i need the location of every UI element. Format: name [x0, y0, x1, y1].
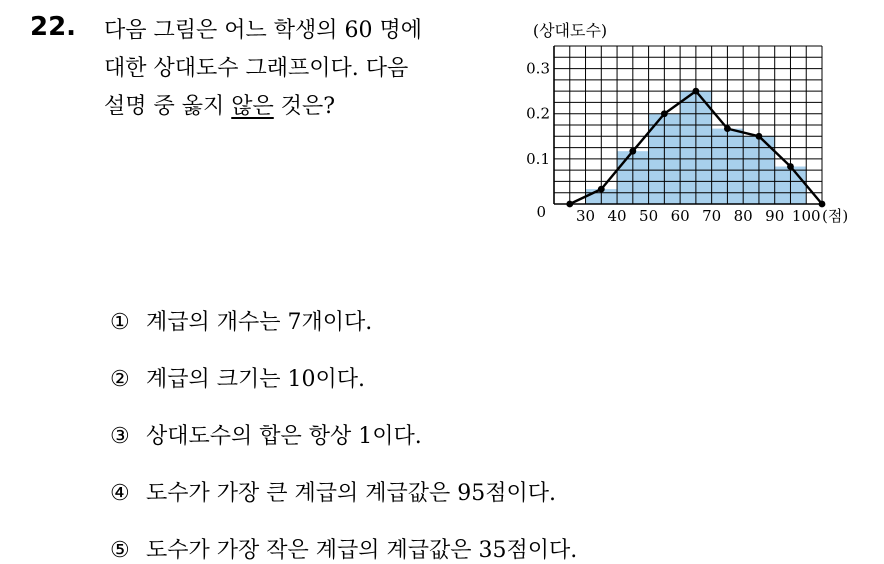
- underlined-word: 않은: [231, 94, 274, 119]
- x-axis-label: (점): [822, 207, 849, 225]
- x-tick-label: 50: [639, 207, 659, 225]
- option-3[interactable]: [110, 419, 422, 450]
- option-4-text: 도수가 가장 큰 계급의 계급값은 95점이다.: [146, 481, 556, 506]
- option-2[interactable]: [110, 362, 365, 393]
- option-5-text: 도수가 가장 작은 계급의 계급값은 35점이다.: [146, 538, 578, 563]
- y-tick-label: 0.3: [526, 59, 550, 78]
- question-number: 22.: [30, 12, 77, 42]
- x-tick-label: 40: [607, 207, 627, 225]
- origin-label: 0: [536, 203, 546, 221]
- option-2-mark: ②: [110, 367, 130, 392]
- question-line-2: 대한 상대도수 그래프이다. 다음: [104, 56, 409, 81]
- y-tick-label: 0.2: [526, 104, 550, 123]
- option-4-mark: ④: [110, 481, 130, 506]
- x-tick-label: 30: [575, 207, 596, 225]
- data-point: [566, 201, 573, 208]
- y-axis-label: (상대도수): [532, 21, 608, 40]
- x-tick-label: 90: [765, 207, 785, 225]
- y-tick-label: 0.1: [526, 149, 550, 168]
- data-point: [598, 186, 605, 193]
- data-point: [661, 110, 668, 117]
- option-3-mark: ③: [110, 424, 130, 449]
- option-4[interactable]: [110, 476, 556, 507]
- data-point: [724, 125, 731, 132]
- x-tick-label: 100: [791, 207, 821, 225]
- option-1[interactable]: [110, 305, 372, 336]
- data-point: [692, 88, 699, 95]
- question-line-3-text: 설명 중 옳지: [104, 94, 232, 119]
- option-5-mark: ⑤: [110, 538, 130, 563]
- data-point: [787, 163, 794, 170]
- x-tick-label: 70: [702, 207, 722, 225]
- question-line-1: 다음 그림은 어느 학생의 60 명에: [104, 18, 422, 43]
- x-tick-label: 60: [670, 207, 690, 225]
- option-2-text: 계급의 크기는 10이다.: [146, 367, 365, 392]
- data-point: [756, 133, 763, 140]
- question-ending: 것은?: [273, 94, 336, 119]
- option-1-mark: ①: [110, 310, 130, 335]
- option-5[interactable]: [110, 533, 577, 564]
- x-tick-label: 80: [733, 207, 753, 225]
- option-3-text: 상대도수의 합은 항상 1이다.: [146, 424, 422, 449]
- data-point: [629, 148, 636, 155]
- option-1-text: 계급의 개수는 7개이다.: [146, 310, 373, 335]
